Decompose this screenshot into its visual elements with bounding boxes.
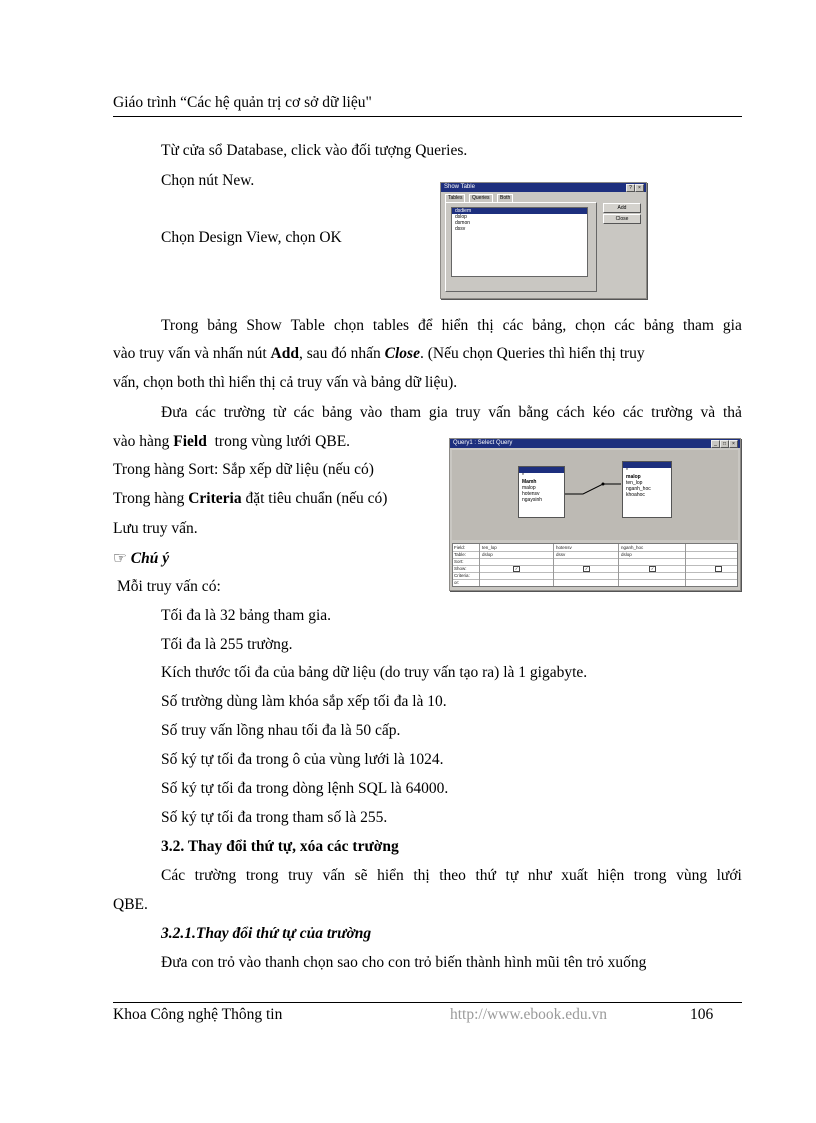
- word: truy: [288, 867, 314, 884]
- show-checkbox[interactable]: ✓: [584, 566, 589, 571]
- running-header: Giáo trình “Các hệ quản trị cơ sở dữ liệu": [113, 94, 372, 111]
- word: bảng,: [532, 317, 567, 334]
- subsection-heading: 3.2.1.Thay đổi thứ tự của trường: [161, 925, 372, 942]
- section-para-line1: [113, 867, 742, 885]
- grid-table[interactable]: dslop: [621, 552, 632, 557]
- word: bảng: [321, 404, 353, 421]
- show-checkbox[interactable]: ✓: [650, 566, 655, 571]
- field-item[interactable]: nganh_hoc: [626, 486, 651, 492]
- row-label: Field:: [454, 545, 466, 550]
- word: gia: [722, 317, 742, 334]
- para2-line2: [113, 433, 350, 451]
- close-button[interactable]: Close: [603, 214, 641, 224]
- show-table-dialog: [440, 182, 647, 299]
- word: bảng: [207, 317, 238, 334]
- grid-line: [453, 572, 737, 573]
- word: trong: [245, 867, 279, 884]
- word: gia: [428, 404, 448, 421]
- note-item: Số ký tự tối đa trong tham số là 255.: [161, 809, 388, 826]
- add-keyword: Add: [270, 345, 299, 362]
- text: Trong hàng: [113, 490, 185, 507]
- word: Các: [161, 867, 186, 884]
- word: để: [418, 317, 433, 334]
- word: vấn: [488, 404, 511, 421]
- field-item[interactable]: *: [626, 468, 628, 474]
- close-keyword: Close: [384, 345, 420, 362]
- word: lưới: [716, 867, 742, 884]
- word: trong: [633, 867, 667, 884]
- row-label: Table:: [454, 552, 467, 557]
- grid-table[interactable]: dssv: [556, 552, 566, 557]
- field-item[interactable]: khoahoc: [626, 492, 645, 498]
- grid-col: [685, 544, 686, 586]
- tab-queries[interactable]: Queries: [469, 194, 493, 202]
- list-item[interactable]: dsmon: [455, 220, 471, 226]
- row-label: or:: [454, 580, 460, 585]
- grid-table[interactable]: dslop: [482, 552, 493, 557]
- tab-tables[interactable]: Tables: [445, 194, 465, 202]
- word: các: [614, 317, 635, 334]
- word: hiển: [377, 867, 404, 884]
- word: các: [293, 404, 315, 421]
- field-item[interactable]: ngaysinh: [522, 497, 543, 503]
- grid-col: [618, 544, 619, 586]
- word: thị: [477, 317, 494, 334]
- note-item: Số trường dùng làm khóa sắp xếp tối đa là 10.: [161, 693, 447, 710]
- header-rule: [113, 116, 742, 117]
- field-keyword: Field: [173, 433, 207, 450]
- field-item[interactable]: malop: [626, 474, 641, 480]
- relationship-line: [563, 474, 623, 499]
- footer-url[interactable]: http://www.ebook.edu.vn: [450, 1006, 607, 1023]
- note-intro: Mỗi truy vấn có:: [117, 578, 221, 595]
- note-item: Số ký tự tối đa trong dòng lệnh SQL là 64000.: [161, 780, 449, 797]
- list-item[interactable]: dssv: [455, 226, 466, 232]
- pointing-hand-icon: ☞: [113, 550, 127, 567]
- word: thị: [413, 867, 430, 884]
- step-3: Chọn Design View, chọn OK: [161, 229, 342, 246]
- para1-line3: vấn, chọn both thì hiển thị cả truy vấn và bảng dữ liệu).: [113, 374, 458, 391]
- word: bằng: [518, 404, 549, 421]
- text: đặt tiêu chuẩn (nếu có): [245, 490, 388, 507]
- text: , sau đó nhấn: [298, 345, 381, 362]
- word: tự: [505, 867, 519, 884]
- grid-line: [453, 565, 737, 566]
- word: thả: [722, 404, 742, 421]
- word: từ: [273, 404, 286, 421]
- note-item: Số truy vấn lồng nhau tối đa là 50 cấp.: [161, 722, 401, 739]
- para1-line1: [113, 317, 742, 335]
- text: vào hàng: [113, 433, 170, 450]
- word: tables: [372, 317, 410, 334]
- word: các: [622, 404, 644, 421]
- query-design-window: [449, 438, 741, 591]
- query-titlebar: [450, 439, 740, 448]
- word: bảng: [643, 317, 674, 334]
- dialog-titlebar: [441, 183, 646, 192]
- word: sẽ: [354, 867, 368, 884]
- tab-both[interactable]: Both: [497, 194, 513, 202]
- grid-line: [453, 551, 737, 552]
- note-item: Kích thước tối đa của bảng dữ liệu (do truy vấn tạo ra) là 1 gigabyte.: [161, 664, 588, 681]
- grid-field[interactable]: nganh_hoc: [621, 545, 644, 550]
- help-icon[interactable]: ?: [626, 184, 635, 192]
- word: cách: [556, 404, 585, 421]
- word: tham: [390, 404, 422, 421]
- grid-field[interactable]: hotensv: [556, 545, 572, 550]
- word: Table: [290, 317, 325, 334]
- word: chọn: [575, 317, 606, 334]
- word: vào: [359, 404, 383, 421]
- word: các: [195, 404, 216, 421]
- word: trường: [223, 404, 266, 421]
- note-heading: Chú ý: [130, 550, 170, 567]
- word: hiện: [597, 867, 625, 884]
- word: vùng: [676, 867, 708, 884]
- row-label: Show:: [454, 566, 467, 571]
- word: hiển: [441, 317, 469, 334]
- word: chọn: [333, 317, 364, 334]
- footer-dept: Khoa Công nghệ Thông tin: [113, 1006, 283, 1023]
- word: trường: [651, 404, 693, 421]
- word: truy: [455, 404, 481, 421]
- text: vào truy vấn và nhấn nút: [113, 345, 267, 362]
- word: xuất: [561, 867, 588, 884]
- word: Trong: [161, 317, 199, 334]
- add-button[interactable]: Add: [603, 203, 641, 213]
- word: vấn: [322, 867, 346, 884]
- row-label: Sort:: [454, 559, 464, 564]
- step-2: Chọn nút New.: [161, 172, 255, 189]
- last-line: Đưa con trỏ vào thanh chọn sao cho con trỏ biến thành hình mũi tên trỏ xuống: [161, 954, 647, 971]
- field-item[interactable]: *: [522, 473, 524, 479]
- field-item[interactable]: ten_lop: [626, 480, 643, 486]
- close-icon[interactable]: ×: [729, 440, 738, 448]
- word: các: [502, 317, 524, 334]
- query-title: Query1 : Select Query: [453, 440, 513, 446]
- word: theo: [439, 867, 466, 884]
- criteria-line: [113, 490, 387, 508]
- dialog-title: Show Table: [444, 184, 475, 190]
- show-checkbox[interactable]: ✓: [514, 566, 519, 571]
- row-label: Criteria:: [454, 573, 470, 578]
- word: thứ: [475, 867, 496, 884]
- grid-line: [453, 558, 737, 559]
- word: tham: [682, 317, 714, 334]
- footer-rule: [113, 1002, 742, 1003]
- table-box-dslop[interactable]: [622, 461, 672, 518]
- table-box-dssv[interactable]: [518, 466, 565, 518]
- section-heading: 3.2. Thay đổi thứ tự, xóa các trường: [161, 838, 399, 855]
- list-item[interactable]: dslop: [455, 214, 467, 220]
- grid-col: [479, 544, 480, 586]
- field-item[interactable]: malop: [522, 485, 536, 491]
- word: kéo: [592, 404, 615, 421]
- field-item[interactable]: hotensv: [522, 491, 540, 497]
- step-1: Từ cửa sổ Database, click vào đối tượng Queries.: [161, 142, 468, 159]
- criteria-keyword: Criteria: [188, 490, 242, 507]
- word: Show: [246, 317, 282, 334]
- save-line: Lưu truy vấn.: [113, 520, 198, 537]
- list-item[interactable]: dsdiem: [452, 208, 587, 214]
- word: Đưa: [161, 404, 188, 421]
- maximize-icon[interactable]: □: [720, 440, 729, 448]
- grid-field[interactable]: ten_lop: [482, 545, 497, 550]
- note-item: Tối đa là 255 trường.: [161, 636, 293, 653]
- table-list[interactable]: [451, 207, 588, 277]
- minimize-icon[interactable]: _: [711, 440, 720, 448]
- page-number: 106: [690, 1006, 714, 1023]
- note-title: [113, 549, 169, 568]
- text: trong vùng lưới QBE.: [214, 433, 351, 450]
- close-icon[interactable]: ×: [635, 184, 644, 192]
- word: trường: [194, 867, 237, 884]
- note-item: Tối đa là 32 bảng tham gia.: [161, 607, 332, 624]
- qbe-grid[interactable]: [452, 543, 738, 587]
- grid-col: [553, 544, 554, 586]
- show-checkbox[interactable]: [715, 566, 722, 572]
- para2-line1: [113, 404, 742, 422]
- section-para-line2: QBE.: [113, 896, 148, 913]
- field-item[interactable]: Mamh: [522, 479, 537, 485]
- word: như: [527, 867, 552, 884]
- sort-line: Trong hàng Sort: Sắp xếp dữ liệu (nếu có): [113, 461, 374, 478]
- para1-line2: [113, 345, 742, 363]
- word: và: [700, 404, 716, 421]
- note-item: Số ký tự tối đa trong ô của vùng lưới là 1024.: [161, 751, 444, 768]
- grid-line: [453, 579, 737, 580]
- text: . (Nếu chọn Queries thì hiển thị truy: [419, 345, 645, 362]
